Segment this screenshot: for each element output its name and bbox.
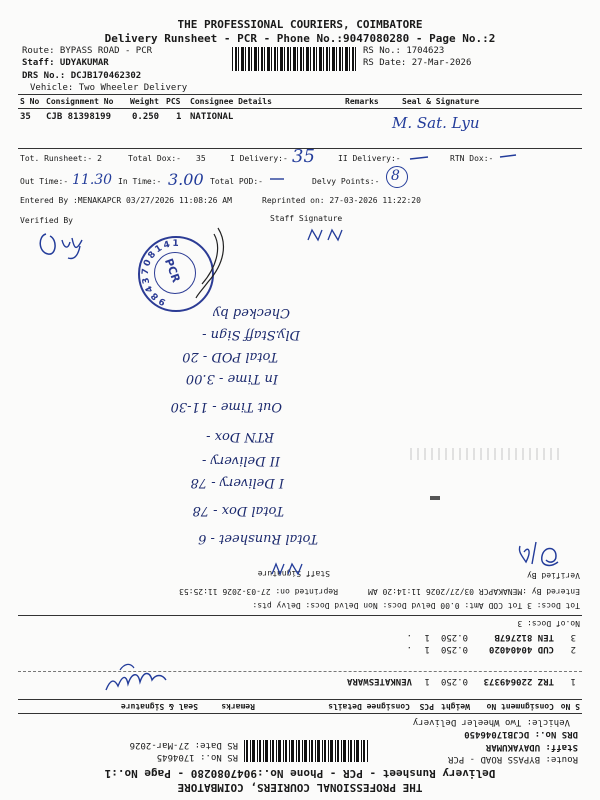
out-time-handwritten: 11.30	[72, 172, 113, 188]
header-weight: Weight	[130, 97, 159, 106]
stamp-center-text: PCR	[161, 256, 183, 285]
header-seal: Seal & Signature	[120, 702, 198, 711]
staff-label: Staff: UDYAKUMAR	[22, 58, 109, 68]
row-sno: 35	[20, 112, 31, 122]
vehicle-label: Vehicle: Two Wheeler Delivery	[30, 83, 188, 93]
reprinted-on: Reprinted on: 27-03-2026 11:22:20	[262, 196, 421, 205]
row-pcs: 1	[424, 632, 430, 642]
total-dox-label: Total Dox:-	[128, 154, 181, 163]
runsheet-title: Delivery Runsheet - PCR - Phone No.:9047080280 - Page No.:1	[104, 767, 496, 780]
header-weight: Weight	[441, 702, 470, 711]
checklist-line-total-runsheet: Total Runsheet - 6	[198, 531, 318, 546]
total-pod-label: Total POD:-	[210, 177, 263, 186]
checklist-value: 78	[190, 475, 208, 490]
checklist-line-rtn-dox: RTN Dox -	[206, 429, 274, 444]
reprinted-on: Reprinted on: 27-03-2026 11:25:53	[179, 587, 338, 596]
scan-speck	[410, 448, 560, 460]
stamp-phone: 9843708141	[140, 238, 181, 307]
row-consignment: CJB 81398199	[46, 112, 112, 122]
row-consignee: VENKATESWARA	[346, 676, 412, 686]
scan-speck	[430, 496, 440, 500]
checklist-line-total-dox: Total Dox - 78	[192, 503, 284, 518]
header-consignment: Consignment No	[486, 702, 554, 711]
totals-line: Tot Docs: 3 Tot COD Amt: 0.00 Delvd Docs: Non Delvd Docs: Delvy pts:	[252, 601, 580, 610]
checklist-value: 3.00	[185, 371, 215, 386]
seal-signature-handwritten: M. Sat. Lyu	[392, 114, 480, 132]
row-consignment: TEN 812767B	[494, 632, 554, 642]
checklist-value: 20	[182, 349, 199, 364]
no-of-docs: No.of Docs: 3	[517, 619, 580, 628]
ii-delivery-dash	[408, 154, 430, 162]
out-time-label: Out Time:-	[20, 177, 69, 186]
row-consignment: CUD 40404020	[488, 644, 554, 654]
drs-number: DRS No.: DCJB17046450	[464, 729, 578, 739]
total-dox-value: 35	[196, 154, 206, 163]
row-pcs: 1	[176, 112, 182, 122]
checklist-value: 6	[198, 531, 207, 546]
in-time-label: In Time:-	[118, 177, 162, 186]
checklist-line-out-time: Out Time - 11-30	[170, 399, 282, 414]
row-consignee: .	[406, 644, 412, 654]
rs-number: RS No.: 1704645	[156, 752, 238, 762]
header-pcs: PCS	[166, 97, 181, 106]
header-sno: S No	[20, 97, 40, 106]
rtn-dox-label: RTN Dox:-	[450, 154, 494, 163]
checklist-line-staff-sign: Dly.Staff Sign -	[202, 327, 300, 342]
vehicle-label: Vehicle: Two Wheeler Delivery	[412, 717, 570, 727]
staff-sign	[304, 226, 350, 244]
verified-by-label: Verified By	[527, 571, 580, 580]
header-pcs: PCS	[419, 702, 434, 711]
row-weight: 0.250	[440, 644, 468, 654]
ii-delivery-label: II Delivery:-	[338, 154, 401, 163]
header-consignment: Consignment No	[46, 97, 114, 106]
checklist-line-checked-by: Checked by	[213, 305, 290, 320]
in-time-handwritten: 3.00	[168, 170, 204, 189]
row-consignee: NATIONAL	[190, 112, 234, 122]
route-label: Route: BYPASS ROAD - PCR	[447, 754, 578, 764]
verified-by-label: Verified By	[20, 216, 73, 225]
rs-date: RS Date: 27-Mar-2026	[363, 58, 472, 68]
entered-by: Entered By :MENAKAPCR 03/27/2026 11:14:20 AM	[368, 587, 580, 596]
checklist-line-in-time: In Time - 3.00	[185, 371, 278, 386]
row-sno: 3	[570, 632, 576, 642]
company-name: THE PROFESSIONAL COURIERS, COIMBATORE	[177, 781, 423, 794]
svg-text:9843708141	[138, 236, 188, 307]
checklist-line-total-pod: Total POD - 20	[182, 349, 278, 364]
verified-initials	[34, 226, 94, 264]
checklist-value: 11-30	[170, 399, 209, 414]
drs-number: DRS No.: DCJB170462302	[22, 71, 142, 81]
header-remarks: Remarks	[221, 702, 255, 711]
header-remarks: Remarks	[345, 97, 379, 106]
header-sno: S No	[560, 702, 580, 711]
stamp-scribble	[188, 224, 238, 304]
entered-by: Entered By :MENAKAPCR 03/27/2026 11:08:26 AM	[20, 196, 232, 205]
i-delivery-label: I Delivery:-	[230, 154, 288, 163]
checklist-line-ii-delivery: II Delivery -	[202, 453, 280, 468]
row-sno: 2	[570, 644, 576, 654]
staff-label: Staff: UDAYAKUMAR	[485, 742, 578, 752]
i-delivery-handwritten: 35	[292, 146, 315, 167]
checklist-line-i-delivery: I Delivery - 78	[190, 475, 284, 490]
staff-signature-label: Staff Signature	[270, 214, 343, 223]
delvy-points-handwritten: 8	[391, 168, 400, 184]
route-label: Route: BYPASS ROAD - PCR	[22, 46, 153, 56]
rs-date: RS Date: 27-Mar-2026	[129, 740, 238, 750]
rs-number: RS No.: 1704623	[363, 46, 445, 56]
staff-signature-label: Staff Signature	[257, 569, 330, 578]
delvy-points-label: Delvy Points:-	[312, 177, 380, 186]
header-consignee: Consignee Details	[328, 702, 410, 711]
row-sno: 1	[570, 676, 576, 686]
rtn-dox-dash	[498, 152, 518, 160]
header-seal: Seal & Signature	[402, 97, 480, 106]
company-name: THE PROFESSIONAL COURIERS, COIMBATORE	[177, 18, 423, 31]
total-pod-dash	[268, 175, 288, 183]
row-consignee: .	[406, 632, 412, 642]
row-weight: 0.250	[440, 676, 468, 686]
row-pcs: 1	[424, 676, 430, 686]
row-pcs: 1	[424, 644, 430, 654]
runsheet-title: Delivery Runsheet - PCR - Phone No.:9047080280 - Page No.:2	[104, 32, 496, 45]
row-consignment: TRZ 220649373	[483, 676, 554, 686]
barcode	[232, 47, 358, 71]
header-consignee: Consignee Details	[190, 97, 272, 106]
tot-runsheet: Tot. Runsheet:- 2	[20, 154, 102, 163]
row-weight: 0.250	[440, 632, 468, 642]
row-weight: 0.250	[132, 112, 160, 122]
checklist-value: 78	[192, 503, 209, 518]
